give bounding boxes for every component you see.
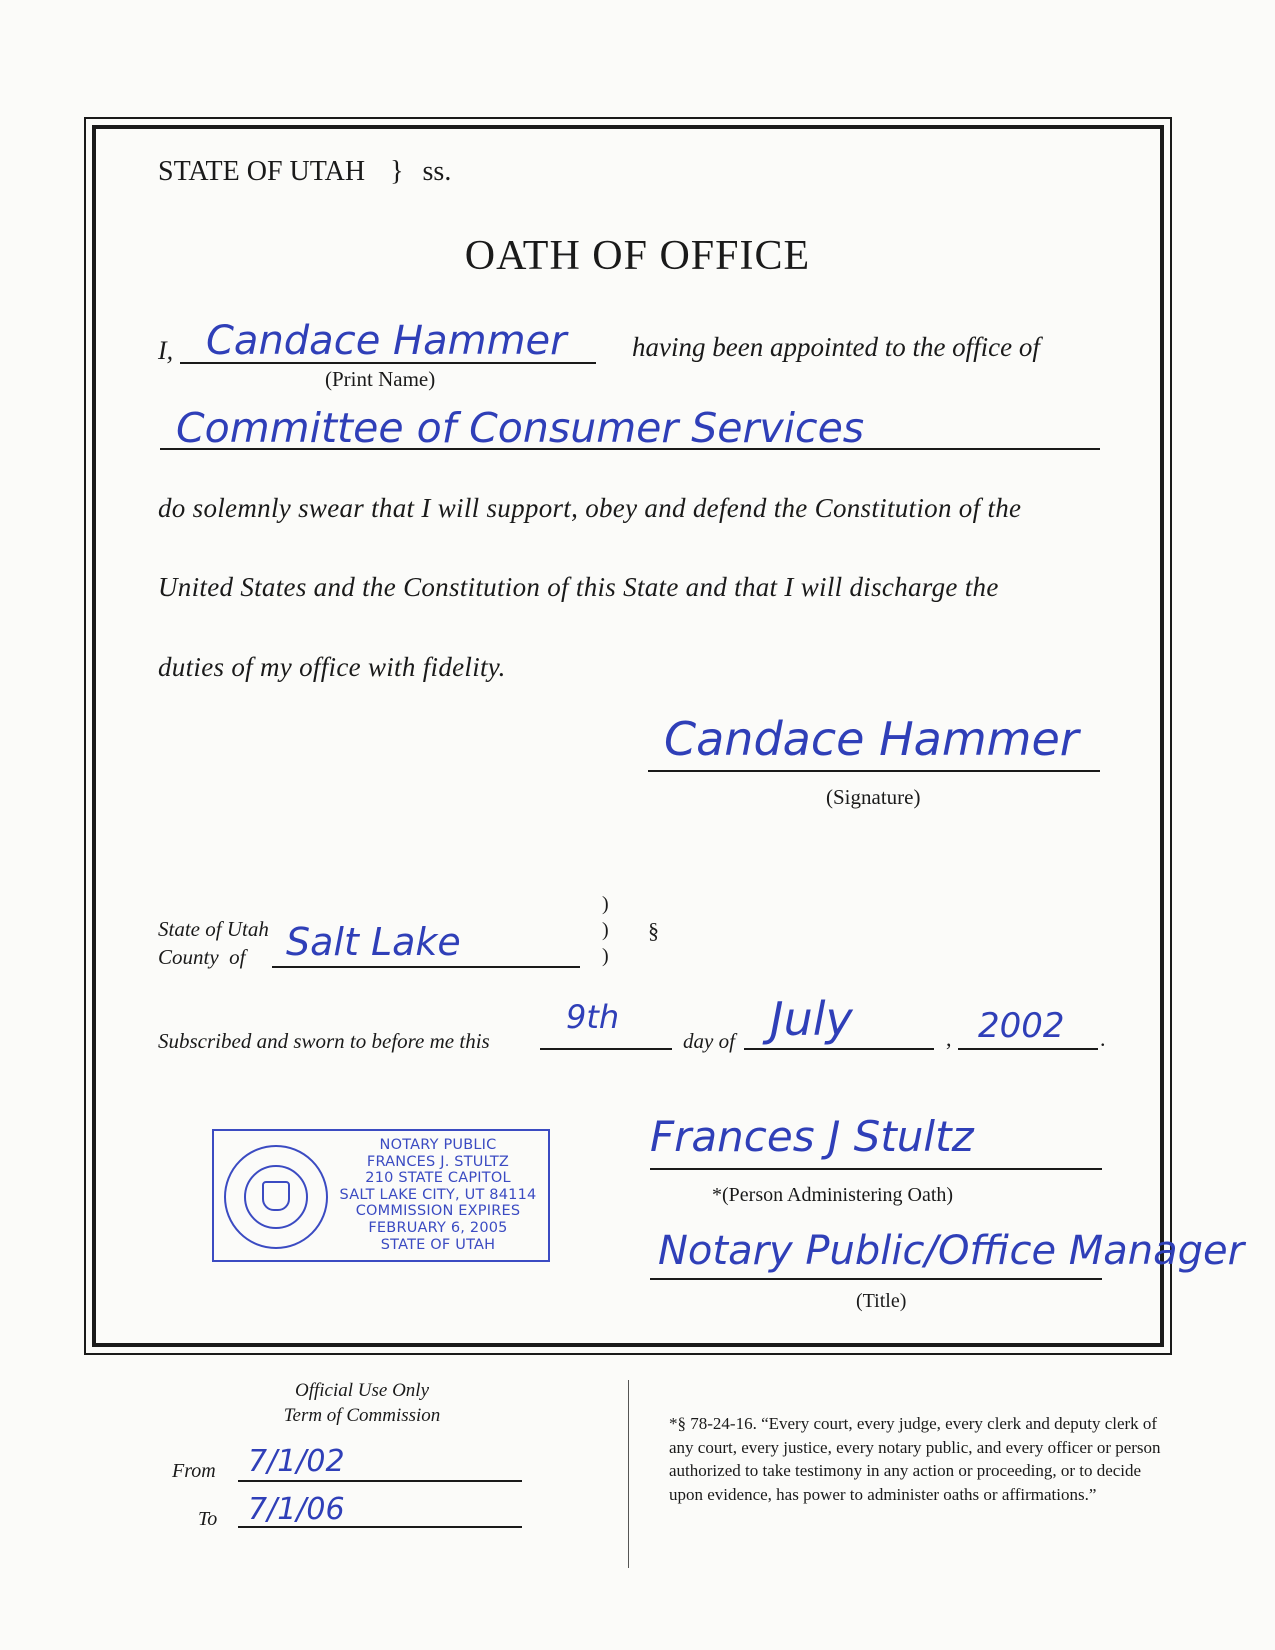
i-label: I, [158,336,174,365]
from-line [238,1480,522,1482]
stamp-line: STATE OF UTAH [380,1236,496,1253]
subscribed-text: Subscribed and sworn to before me this [158,1029,490,1053]
bracket-paren: ) [602,893,609,915]
title-line [650,1278,1102,1280]
from-label: From [172,1460,216,1482]
county-line [272,966,580,968]
to-value: 7/1/06 [248,1492,345,1527]
term-heading: Term of Commission [283,1405,441,1426]
state-seal-icon [224,1145,328,1249]
year-period: . [1100,1026,1106,1051]
administrator-line [650,1168,1102,1170]
signature-line [648,770,1100,772]
stamp-line: COMMISSION EXPIRES [355,1203,521,1220]
office-value: Committee of Consumer Services [176,404,865,452]
column-divider [628,1380,629,1568]
stamp-text [330,1137,546,1253]
stamp-line: NOTARY PUBLIC [379,1137,497,1153]
year-value: 2002 [978,1006,1065,1046]
state-label: State of Utah [158,917,269,941]
official-use-heading: Official Use Only [294,1380,430,1401]
to-label: To [198,1508,218,1530]
from-value: 7/1/02 [248,1444,345,1479]
signature-value: Candace Hammer [664,712,1079,766]
county-label: County of [158,945,246,969]
bracket-paren: ) [602,919,609,941]
oath-paragraph-line-3: duties of my office with fidelity. [158,652,506,682]
title-caption: (Title) [856,1290,907,1312]
title-value: Notary Public/Office Manager [658,1228,1245,1274]
appointed-text: having been appointed to the office of [632,332,1040,362]
day-line [540,1048,672,1050]
stamp-line: FEBRUARY 6, 2005 [368,1219,508,1236]
stamp-line: SALT LAKE CITY, UT 84114 [339,1186,537,1203]
county-value: Salt Lake [286,920,461,964]
state-heading: STATE OF UTAH } ss. [158,156,452,187]
stamp-line: 210 STATE CAPITOL [365,1170,511,1187]
stamp-line: FRANCES J. STULTZ [366,1153,510,1170]
year-line [958,1048,1098,1050]
day-of-text: day of [683,1029,735,1053]
section-mark: § [648,918,659,943]
oath-paragraph-line-2: United States and the Constitution of this State and that I will discharge the [158,572,999,602]
statute-footnote: *§ 78-24-16. “Every court, every judge, every clerk and deputy clerk of any court, every justice, every notary public, and every officer or person authorized to take testimony in any action or proceeding, or to decide upon evidence, has power to administer oaths or affirmations.” [669,1414,1161,1504]
page-title: OATH OF OFFICE [464,233,811,279]
bracket-paren: ) [602,945,609,967]
month-line [744,1048,934,1050]
month-value: July [770,992,853,1046]
signature-caption: (Signature) [826,785,921,809]
print-name-caption: (Print Name) [325,367,436,391]
administrator-caption: *(Person Administering Oath) [712,1184,954,1206]
administrator-signature: Frances J Stultz [650,1112,974,1161]
print-name-value: Candace Hammer [206,318,567,364]
year-comma: , [946,1026,952,1051]
notary-stamp [212,1129,550,1262]
oath-paragraph-line-1: do solemnly swear that I will support, obey and defend the Constitution of the [158,493,1022,523]
day-value: 9th [566,998,620,1036]
